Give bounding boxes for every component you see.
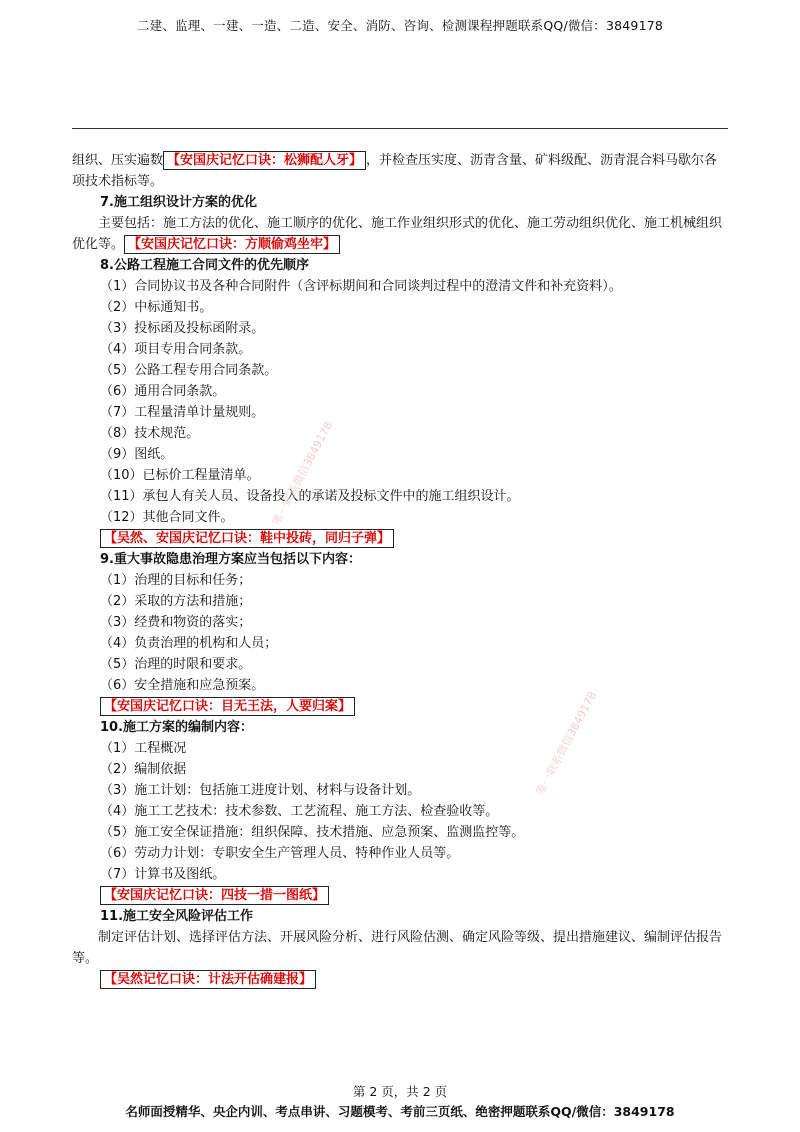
list-item: （12）其他合同文件。 [100, 510, 234, 525]
footer-ad: 名师面授精华、央企内训、考点串讲、习题模考、考前三页纸、绝密押题联系QQ/微信：3849178 [125, 1104, 675, 1119]
list-item: （2）中标通知书。 [100, 300, 213, 315]
list-item: （1）合同协议书及各种合同附件（含评标期间和合同谈判过程中的澄清文件和补充资料）。 [100, 279, 622, 294]
list-item: （8）技术规范。 [100, 426, 200, 441]
list-item: （4）施工工艺技术：技术参数、工艺流程、施工方法、检查验收等。 [100, 804, 499, 819]
list-item: （2）编制依据 [100, 762, 187, 777]
mnemonic-badge: 【安国庆记忆口诀：四技一措一图纸】 [100, 886, 329, 905]
watermark-text: 唯一联系微信3849178 [269, 419, 336, 528]
section-title: 7.施工组织设计方案的优化 [100, 195, 257, 210]
list-item: （3）经费和物资的落实； [100, 615, 252, 630]
badge-row [72, 696, 728, 717]
section-paragraph: 制定评估计划、选择评估方法、开展风险分析、进行风险估测、确定风险等级、提出措施建议、编制评估报告等。 [72, 930, 723, 966]
list-item: （7）计算书及图纸。 [100, 867, 226, 882]
mnemonic-badge: 【吴然记忆口诀：计法开估确建报】 [100, 970, 316, 989]
list-item: （3）施工计划：包括施工进度计划、材料与设备计划。 [100, 783, 421, 798]
badge-row [72, 969, 728, 990]
list-item: （1）工程概况 [100, 741, 187, 756]
list-item: （7）工程量清单计量规则。 [100, 405, 265, 420]
header-divider [72, 128, 728, 129]
list-item: （6）通用合同条款。 [100, 384, 226, 399]
section-paragraph [72, 213, 728, 255]
section-title: 11.施工安全风险评估工作 [100, 909, 254, 924]
list-item: （4）项目专用合同条款。 [100, 342, 252, 357]
list-item: （11）承包人有关人员、设备投入的承诺及投标文件中的施工组织设计。 [100, 489, 520, 504]
badge-row [72, 528, 728, 549]
section-title: 10.施工方案的编制内容： [100, 720, 254, 735]
badge-row [72, 885, 728, 906]
list-item: （10）已标价工程量清单。 [100, 468, 260, 483]
list-item: （6）安全措施和应急预案。 [100, 678, 265, 693]
watermark-text: 唯一联系微信3849178 [533, 689, 600, 798]
list-item: （2）采取的方法和措施； [100, 594, 252, 609]
section-title: 8.公路工程施工合同文件的优先顺序 [100, 258, 309, 273]
list-item: （1）治理的目标和任务； [100, 573, 252, 588]
section7-text: 主要包括：施工方法的优化、施工顺序的优化、施工作业组织形式的优化、施工劳动组织优化、施工机械组织优化等。 [72, 216, 723, 252]
intro-text-before: 组织、压实遍数 [72, 153, 164, 168]
document-body [72, 150, 728, 990]
intro-text-after: ，并检查压实度、沥青含量、矿料级配、沥青混合料马歇尔各项技术指标等。 [72, 153, 718, 189]
mnemonic-badge: 【安国庆记忆口诀：方顺偷鸡坐牢】 [124, 235, 340, 254]
list-item: （5）施工安全保证措施：组织保障、技术措施、应急预案、监测监控等。 [100, 825, 525, 840]
page-header: 二建、监理、一建、一造、二造、安全、消防、咨询、检测课程押题联系QQ/微信：3849178 [136, 18, 664, 33]
section-title: 9.重大事故隐患治理方案应当包括以下内容： [100, 552, 361, 567]
intro-paragraph [72, 150, 728, 192]
mnemonic-badge: 【安国庆记忆口诀：松狮配人牙】 [163, 151, 366, 170]
mnemonic-badge: 【吴然、安国庆记忆口诀：鞋中投砖，同归子弹】 [100, 529, 394, 548]
list-item: （5）治理的时限和要求。 [100, 657, 252, 672]
page-number: 第 2 页，共 2 页 [352, 1084, 448, 1099]
list-item: （6）劳动力计划：专职安全生产管理人员、特种作业人员等。 [100, 846, 460, 861]
mnemonic-badge: 【安国庆记忆口诀：目无王法，人要归案】 [100, 697, 355, 716]
list-item: （9）图纸。 [100, 447, 174, 462]
list-item: （5）公路工程专用合同条款。 [100, 363, 278, 378]
list-item: （3）投标函及投标函附录。 [100, 321, 265, 336]
list-item: （4）负责治理的机构和人员； [100, 636, 278, 651]
